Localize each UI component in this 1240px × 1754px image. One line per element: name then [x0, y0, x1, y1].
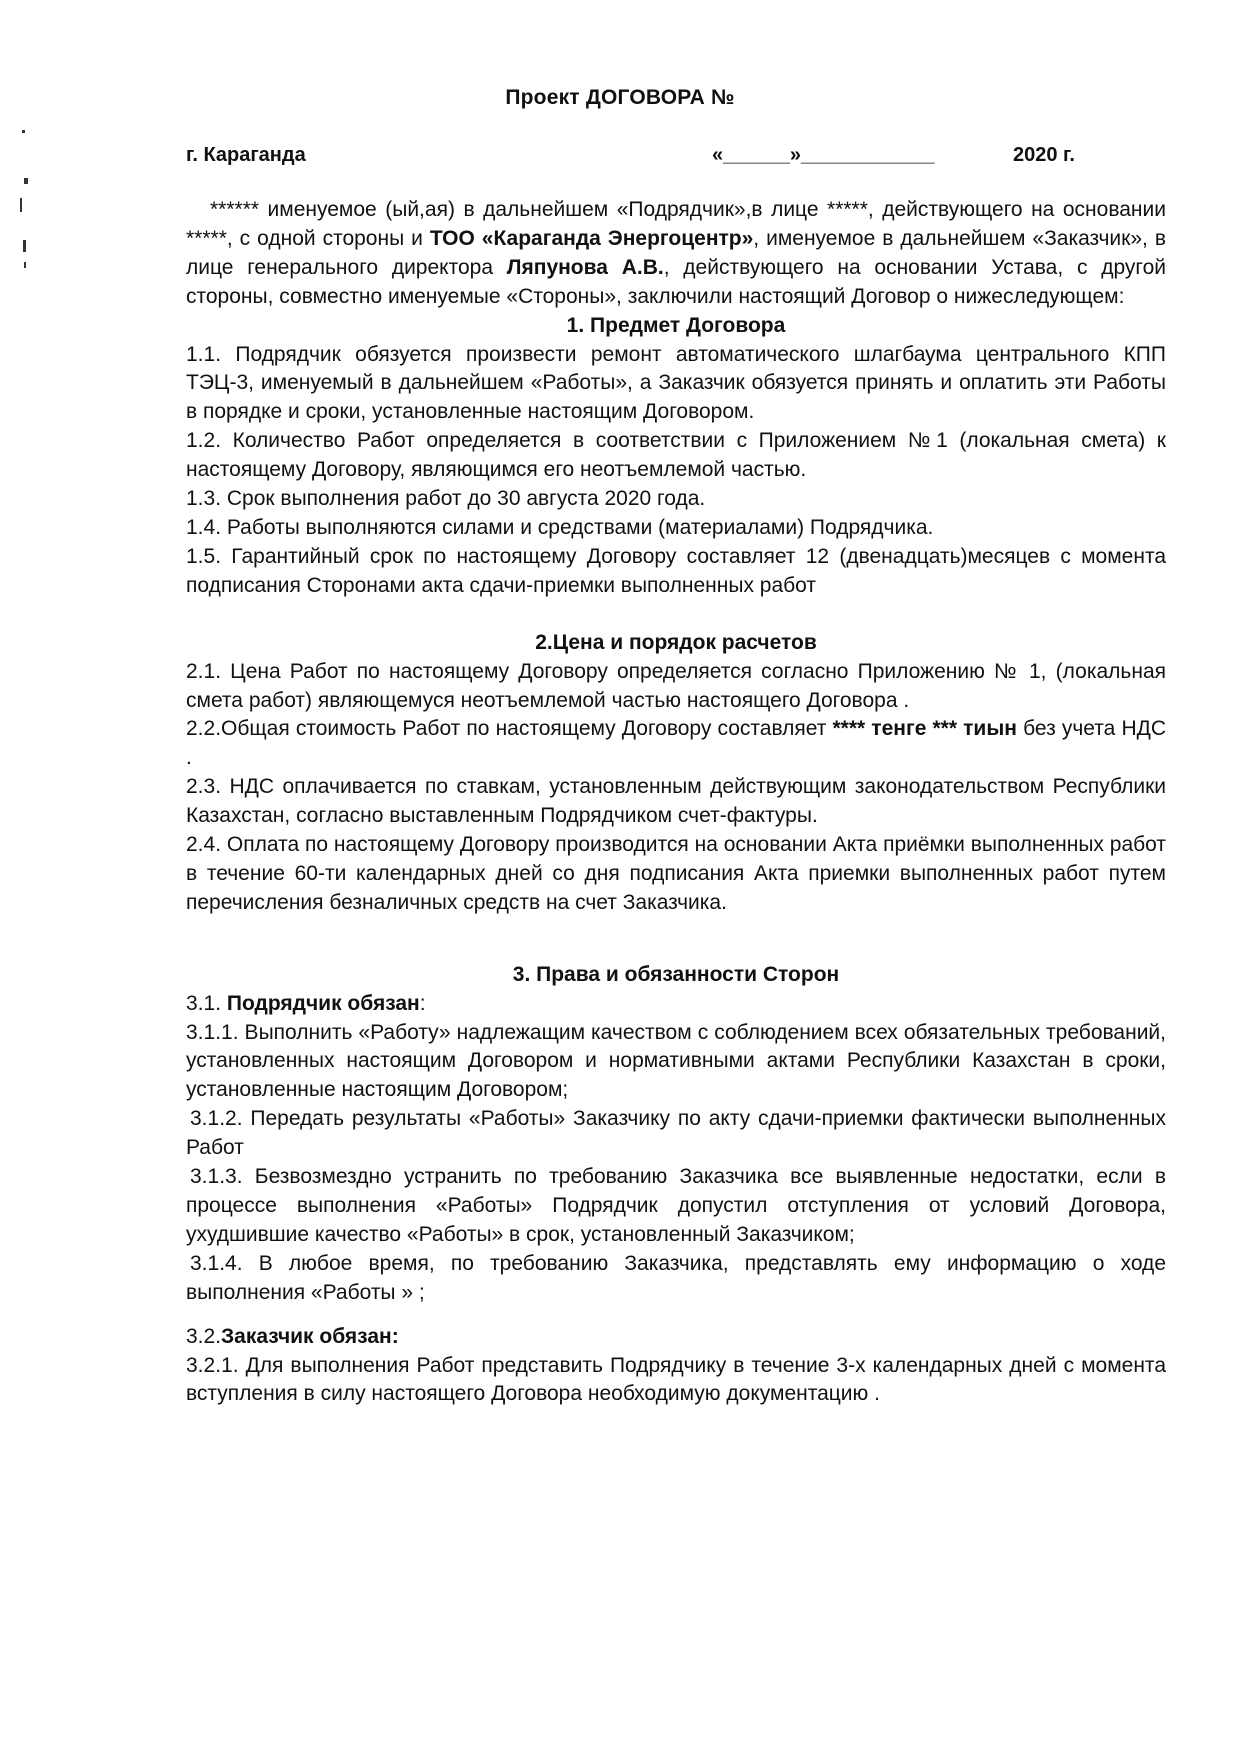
director-name: Ляпунова А.В.	[506, 255, 664, 279]
clause-2-1: 2.1. Цена Работ по настоящему Договору определяется согласно Приложению № 1, (локальная смета работ) являющемуся неотъемлемой частью настоящего Договора .	[186, 659, 1166, 712]
price-amount: **** тенге *** тиын	[832, 717, 1017, 741]
preamble-text: ****** именуемое (ый,ая) в дальнейшем «Подрядчик»,в лице *****, действующего на основании *****, с одной стороны и	[186, 198, 1166, 250]
clause-subheading: Подрядчик обязан	[226, 991, 420, 1015]
scan-speck	[23, 240, 26, 252]
clause-3-1-3: 3.1.3. Безвозмездно устранить по требованию Заказчика все выявленные недостатки, если в процессе выполнения «Работы» Подрядчик допустил отступления от условий Договора, ухудшившие качество «Работы» в срок, установленный Заказчиком;	[186, 1165, 1166, 1246]
clause-3-2	[186, 1323, 1166, 1352]
section-2-heading: 2.Цена и порядок расчетов	[535, 630, 817, 654]
scan-speck	[24, 262, 26, 268]
section-1-heading: 1. Предмет Договора	[566, 313, 786, 337]
clause-text: без учета НДС .	[186, 717, 1166, 770]
spacer	[186, 1308, 1166, 1323]
clause-1-4: 1.4. Работы выполняются силами и средствами (материалами) Подрядчика.	[186, 515, 934, 539]
clause-2-3: 2.3. НДС оплачивается по ставкам, установленным действующим законодательством Республики Казахстан, согласно выставленным Подрядчиком счет-фактуры.	[186, 775, 1166, 828]
scan-speck	[22, 130, 25, 133]
preamble-text: , действующего на основании Устава, с другой стороны, совместно именуемые «Стороны», заключили настоящий Договор о нижеследующем:	[186, 255, 1166, 308]
clause-2-4: 2.4. Оплата по настоящему Договору производится на основании Акта приёмки выполненных работ в течение 60-ти календарных дней со дня подписания Акта приемки выполненных работ путем перечисления безналичных средств на счет Заказчика.	[186, 833, 1166, 914]
clause-1-2: 1.2. Количество Работ определяется в соответствии с Приложением №1 (локальная смета) к настоящему Договору, являющимся его неотъемлемой частью.	[186, 429, 1166, 482]
city-label: г. Караганда	[186, 144, 306, 166]
clause-1-1: 1.1. Подрядчик обязуется произвести ремонт автоматического шлагбаума центрального КПП ТЭЦ-3, именуемый в дальнейшем «Работы», а Заказчик обязуется принять и оплатить эти Работы в порядке и сроки, установленные настоящим Договором.	[186, 342, 1166, 424]
clause-3-1-1: 3.1.1. Выполнить «Работу» надлежащим качеством с соблюдением всех обязательных требований, установленных настоящим Договором и нормативными актами Республики Казахстан в сроки, установленные настоящим Договором;	[186, 1020, 1166, 1102]
clause-text: 2.2.Общая стоимость Работ по настоящему Договору составляет	[186, 717, 833, 741]
preamble-text: , именуемое в дальнейшем «Заказчик», в лице генерального директора	[186, 226, 1166, 279]
scan-speck	[20, 198, 22, 212]
clause-1-5: 1.5. Гарантийный срок по настоящему Договору составляет 12 (двенадцать)месяцев с момента подписания Сторонами акта сдачи-приемки выполненных работ	[186, 544, 1166, 597]
clause-number: 3.2.	[186, 1324, 222, 1348]
clause-text: :	[419, 991, 426, 1015]
clause-2-2	[186, 715, 1166, 773]
year-label: 2020 г.	[1013, 144, 1075, 166]
clause-1-3: 1.3. Срок выполнения работ до 30 августа 2020 года.	[186, 487, 706, 511]
clause-3-1-4: 3.1.4. В любое время, по требованию Заказчика, представлять ему информацию о ходе выполнения «Работы » ;	[186, 1251, 1166, 1304]
contract-body	[186, 196, 1166, 1409]
clause-subheading: Заказчик обязан:	[221, 1324, 399, 1348]
spacer	[186, 918, 1166, 961]
date-blank: «______»____________	[712, 144, 935, 166]
clause-number: 3.1.	[186, 991, 227, 1015]
section-3-heading: 3. Права и обязанности Сторон	[512, 962, 840, 986]
spacer	[186, 601, 1166, 629]
preamble-paragraph	[186, 196, 1166, 312]
scan-speck	[24, 178, 28, 184]
document-title: Проект ДОГОВОРА №	[505, 86, 735, 109]
clause-3-2-1: 3.2.1. Для выполнения Работ представить Подрядчику в течение 3-х календарных дней с момента вступления в силу настоящего Договора необходимую документацию .	[186, 1353, 1166, 1406]
clause-3-1-2: 3.1.2. Передать результаты «Работы» Заказчику по акту сдачи-приемки фактически выполненных Работ	[186, 1107, 1166, 1160]
clause-3-1	[186, 990, 1166, 1019]
customer-name: ТОО «Караганда Энергоцентр»	[429, 226, 754, 250]
